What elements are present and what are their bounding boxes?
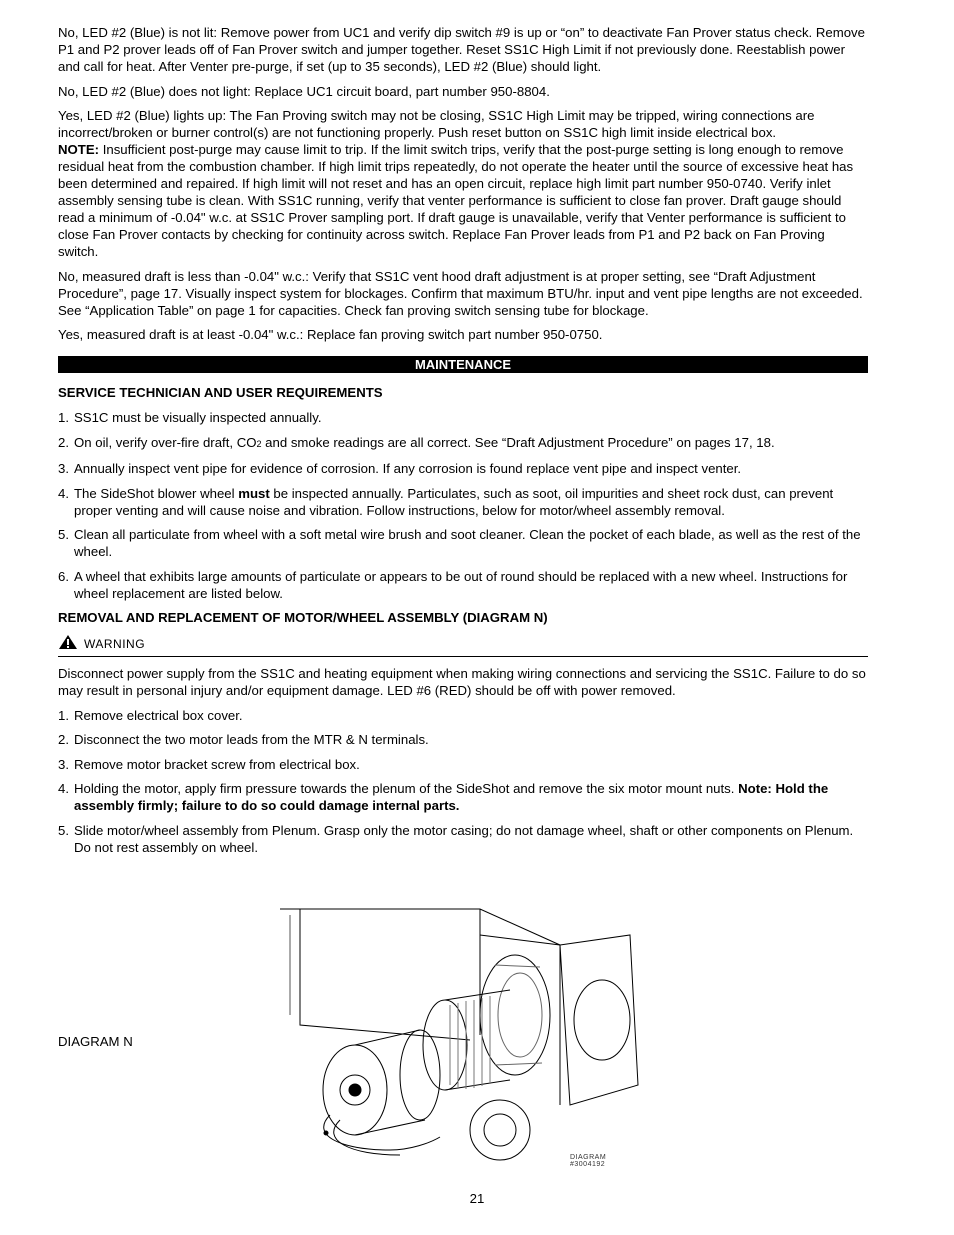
paragraph-led-not-lit: No, LED #2 (Blue) is not lit: Remove power from UC1 and verify dip switch #9 is up or “on” to deactivate Fan Prover status check. Remove P1 and P2 prover leads off of Fan Prover switch and jumper together. Reset SS1C High Limit if not previously done. Reestablish power and call for heat. After Venter pre-purge, if set (up to 35 seconds), LED #2 (Blue) should light.: [58, 25, 865, 74]
removal-heading: REMOVAL AND REPLACEMENT OF MOTOR/WHEEL ASSEMBLY (DIAGRAM N): [58, 610, 548, 625]
paragraph-draft-less: No, measured draft is less than -0.04" w.c.: Verify that SS1C vent hood draft adjustment is at proper setting, see “Draft Adjustment Procedure”, page 17. Visually inspect system for blockages. Confirm that maximum BTU/hr. input and vent pipe lengths are not exceeded. See “Application Table” on page 1 for capacities. Check fan proving switch sensing tube for blockage.: [58, 268, 863, 318]
warning-label: WARNING: [84, 636, 146, 651]
list-item: 3. Annually inspect vent pipe for evidence of corrosion. If any corrosion is found replace vent pipe and inspect venter.: [58, 461, 742, 476]
warning-text: Disconnect power supply from the SS1C and heating equipment when making wiring connections and servicing the SS1C. Failure to do so may result in personal injury and/or equipment damage. LED #6 (RED) should be off with power removed.: [58, 666, 866, 698]
note-text: Insufficient post-purge may cause limit to trip. If the limit switch trips, verify that the post-purge setting is long enough to remove residual heat from the combustion chamber. If high limit trips repeatedly, do not operate the heater until the source of excessive heat has been determined and repaired. If high limit will not reset and has an open circuit, replace high limit part number 950-0740. Verify inlet assembly sensing tube is clean. With SS1C running, verify that venter performance is sufficient to close fan prover. Draft gauge should read a minimum of -0.04" w.c. at SS1C Prover sampling port. If draft gauge is unavailable, verify that Venter performance is sufficient to close Fan Prover contacts by checking for continuity across switch. Replace Fan Prover leads from P1 and P2 back on Fan Proving switch.: [58, 142, 854, 259]
list-item: 2. Disconnect the two motor leads from the MTR & N terminals.: [58, 732, 429, 747]
paragraph-led-lights-up-text: Yes, LED #2 (Blue) lights up: The Fan Proving switch may not be closing, SS1C High Limit may be tripped, wiring connections are incorrect/broken or burner control(s) are not functioning properly. Push reset button on SS1C high limit inside electrical box.: [58, 108, 815, 140]
list-item: 5. Slide motor/wheel assembly from Plenum. Grasp only the motor casing; do not damage wheel, shaft or other components on Plenum. Do not rest assembly on wheel.: [58, 822, 854, 855]
service-requirements-heading: SERVICE TECHNICIAN AND USER REQUIREMENTS: [58, 385, 383, 400]
motor-wheel-diagram: [280, 905, 640, 1167]
list-item: 1. SS1C must be visually inspected annually.: [58, 410, 322, 425]
warning-icon: [58, 634, 78, 654]
document-body: [58, 24, 868, 863]
page-number: 21: [469, 1191, 485, 1206]
paragraph-led-does-not-light: No, LED #2 (Blue) does not light: Replace UC1 circuit board, part number 950-8804.: [58, 83, 550, 99]
list-item: 5. Clean all particulate from wheel with a soft metal wire brush and soot cleaner. Clean the pocket of each blade, as well as the rest of the wheel.: [58, 527, 861, 559]
maintenance-banner: MAINTENANCE: [58, 356, 868, 373]
list-item: 1. Remove electrical box cover.: [58, 707, 243, 723]
list-item: 4. Holding the motor, apply firm pressure towards the plenum of the SideShot and remove the six motor mount nuts. Note: Hold the assembly firmly; failure to do so could damage internal parts.: [58, 781, 829, 813]
diagram-caption: DIAGRAM #3004192: [570, 1154, 607, 1168]
note-label: NOTE:: [58, 142, 100, 157]
list-item: 4. The SideShot blower wheel must be inspected annually. Particulates, such as soot, oil impurities and sheet rock dust, can prevent proper venting and will cause noise and vibration. Follow instructions, below for motor/wheel assembly removal.: [58, 485, 834, 518]
list-item: 6. A wheel that exhibits large amounts of particulate or appears to be out of round should be replaced with a new wheel. Instructions for wheel replacement are listed below.: [58, 568, 848, 601]
diagram-label: DIAGRAM N: [58, 1034, 133, 1049]
list-item: 3. Remove motor bracket screw from electrical box.: [58, 756, 360, 772]
paragraph-led-lights-up: [58, 107, 868, 260]
list-item: 2. On oil, verify over-fire draft, CO2 and smoke readings are all correct. See “Draft Adjustment Procedure” on pages 17, 18.: [58, 434, 775, 450]
warning-header: [58, 634, 868, 657]
paragraph-draft-ok: Yes, measured draft is at least -0.04" w.c.: Replace fan proving switch part number 950-0750.: [58, 327, 603, 342]
